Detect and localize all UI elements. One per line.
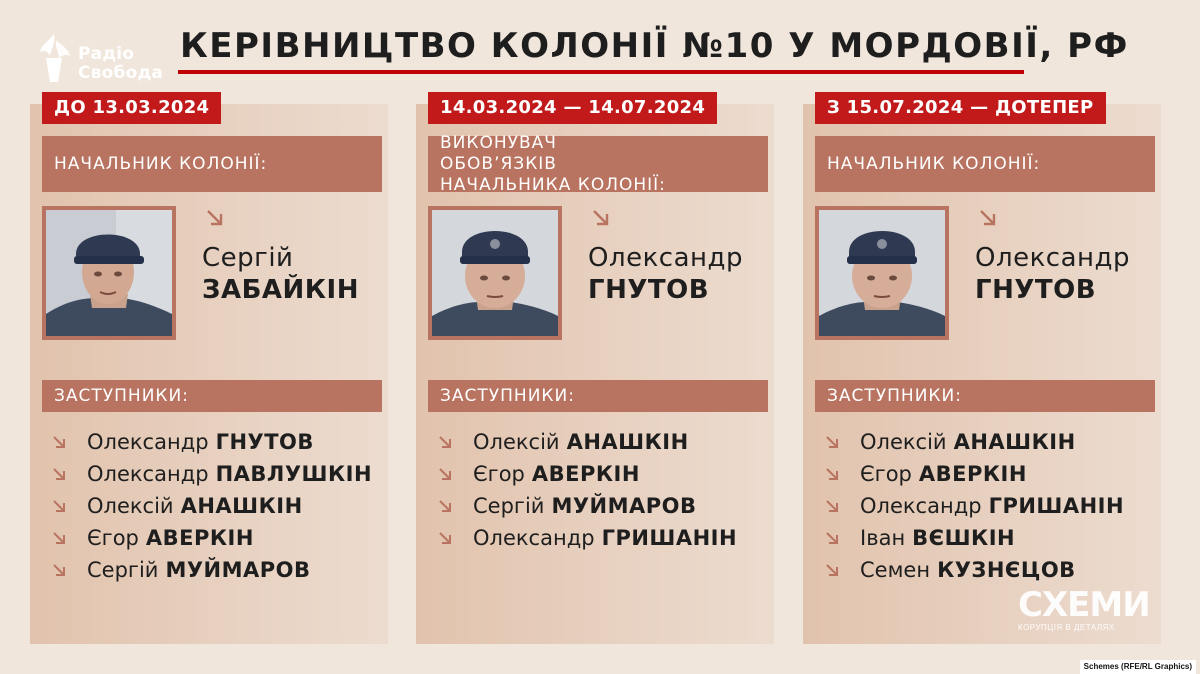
deputy-last-name: АВЕРКІН: [918, 462, 1027, 486]
list-item: [52, 490, 372, 522]
deputy-last-name: КУЗНЄЦОВ: [937, 558, 1076, 582]
list-item: [52, 458, 372, 490]
head-photo: [428, 206, 562, 340]
head-photo: [42, 206, 176, 340]
arrow-down-right-icon: [978, 208, 998, 228]
list-item: [825, 522, 1124, 554]
deputy-first-name: Олексій: [87, 494, 174, 518]
arrow-down-right-icon: [825, 563, 840, 578]
deputy-last-name: ПАВЛУШКІН: [215, 462, 373, 486]
arrow-down-right-icon: [825, 435, 840, 450]
arrow-down-right-icon: [825, 467, 840, 482]
arrow-down-right-icon: [825, 499, 840, 514]
period-date-badge: ДО 13.03.2024: [42, 92, 221, 124]
deputy-first-name: Олександр: [860, 494, 982, 518]
title-underline: [178, 70, 1024, 74]
deputy-first-name: Олександр: [87, 462, 209, 486]
arrow-down-right-icon: [438, 435, 453, 450]
deputy-first-name: Олександр: [87, 430, 209, 454]
image-credit: Schemes (RFE/RL Graphics): [1080, 660, 1196, 674]
deputy-first-name: Єгор: [473, 462, 525, 486]
deputy-first-name: Іван: [860, 526, 906, 550]
arrow-down-right-icon: [438, 499, 453, 514]
head-name: [588, 242, 743, 306]
deputy-first-name: Сергій: [87, 558, 159, 582]
period-date-badge: 14.03.2024 — 14.07.2024: [428, 92, 717, 124]
list-item: [825, 490, 1124, 522]
person-photo-icon: [432, 210, 558, 336]
deputy-last-name: ВЄШКІН: [912, 526, 1016, 550]
list-item: [825, 458, 1124, 490]
deputy-first-name: Олексій: [860, 430, 947, 454]
arrow-down-right-icon: [52, 531, 67, 546]
deputy-first-name: Єгор: [860, 462, 912, 486]
radio-svoboda-logo: [34, 30, 164, 90]
arrow-down-right-icon: [52, 435, 67, 450]
deputy-first-name: Єгор: [87, 526, 139, 550]
page-title: КЕРІВНИЦТВО КОЛОНІЇ №10 У МОРДОВІЇ, РФ: [180, 26, 1129, 66]
list-item: [825, 554, 1124, 586]
watermark-tagline: КОРУПЦІЯ В ДЕТАЛЯХ: [1018, 623, 1115, 632]
person-photo-icon: [819, 210, 945, 336]
list-item: [52, 522, 372, 554]
role-label: НАЧАЛЬНИК КОЛОНІЇ:: [42, 136, 382, 192]
deputy-last-name: МУЙМАРОВ: [551, 494, 697, 518]
deputy-last-name: АВЕРКІН: [145, 526, 254, 550]
deputy-last-name: МУЙМАРОВ: [165, 558, 311, 582]
head-name: [202, 242, 359, 306]
arrow-down-right-icon: [52, 467, 67, 482]
list-item: [438, 458, 737, 490]
torch-logo-icon: [34, 32, 74, 84]
deputy-first-name: Олексій: [473, 430, 560, 454]
head-last-name: ГНУТОВ: [588, 275, 710, 305]
head-last-name: ГНУТОВ: [975, 275, 1097, 305]
period-panel-1: [30, 104, 388, 644]
deputy-last-name: АНАШКІН: [953, 430, 1076, 454]
watermark-brand: СХЕМИ: [1018, 585, 1150, 625]
arrow-down-right-icon: [52, 563, 67, 578]
list-item: [52, 554, 372, 586]
deputy-last-name: ГРИШАНІН: [601, 526, 738, 550]
head-name: [975, 242, 1130, 306]
deputy-first-name: Олександр: [473, 526, 595, 550]
list-item: [438, 522, 737, 554]
skhemy-watermark: [1018, 585, 1150, 632]
list-item: [438, 426, 737, 458]
period-date-badge: З 15.07.2024 — ДОТЕПЕР: [815, 92, 1106, 124]
deputy-first-name: Сергій: [473, 494, 545, 518]
role-label: ВИКОНУВАЧ ОБОВ’ЯЗКІВ НАЧАЛЬНИКА КОЛОНІЇ:: [428, 136, 768, 192]
deputies-list: [825, 426, 1124, 586]
list-item: [438, 490, 737, 522]
role-label: НАЧАЛЬНИК КОЛОНІЇ:: [815, 136, 1155, 192]
arrow-down-right-icon: [52, 499, 67, 514]
arrow-down-right-icon: [205, 208, 225, 228]
deputy-last-name: АВЕРКІН: [531, 462, 640, 486]
period-panel-3: [803, 104, 1161, 644]
deputy-last-name: АНАШКІН: [566, 430, 689, 454]
head-first-name: Олександр: [975, 243, 1130, 273]
head-photo: [815, 206, 949, 340]
deputy-last-name: АНАШКІН: [180, 494, 303, 518]
deputies-label: ЗАСТУПНИКИ:: [815, 380, 1155, 412]
head-first-name: Олександр: [588, 243, 743, 273]
deputy-first-name: Семен: [860, 558, 931, 582]
list-item: [825, 426, 1124, 458]
list-item: [52, 426, 372, 458]
person-photo-icon: [46, 210, 172, 336]
logo-text-line2: Свобода: [78, 63, 164, 83]
deputies-label: ЗАСТУПНИКИ:: [42, 380, 382, 412]
arrow-down-right-icon: [438, 467, 453, 482]
arrow-down-right-icon: [825, 531, 840, 546]
deputies-list: [438, 426, 737, 554]
head-last-name: ЗАБАЙКІН: [202, 275, 359, 305]
arrow-down-right-icon: [591, 208, 611, 228]
arrow-down-right-icon: [438, 531, 453, 546]
deputy-last-name: ГНУТОВ: [215, 430, 314, 454]
logo-text-line1: Радіо: [78, 44, 135, 64]
period-panel-2: [416, 104, 774, 644]
deputies-label: ЗАСТУПНИКИ:: [428, 380, 768, 412]
deputies-list: [52, 426, 372, 586]
head-first-name: Сергій: [202, 243, 294, 273]
deputy-last-name: ГРИШАНІН: [988, 494, 1125, 518]
